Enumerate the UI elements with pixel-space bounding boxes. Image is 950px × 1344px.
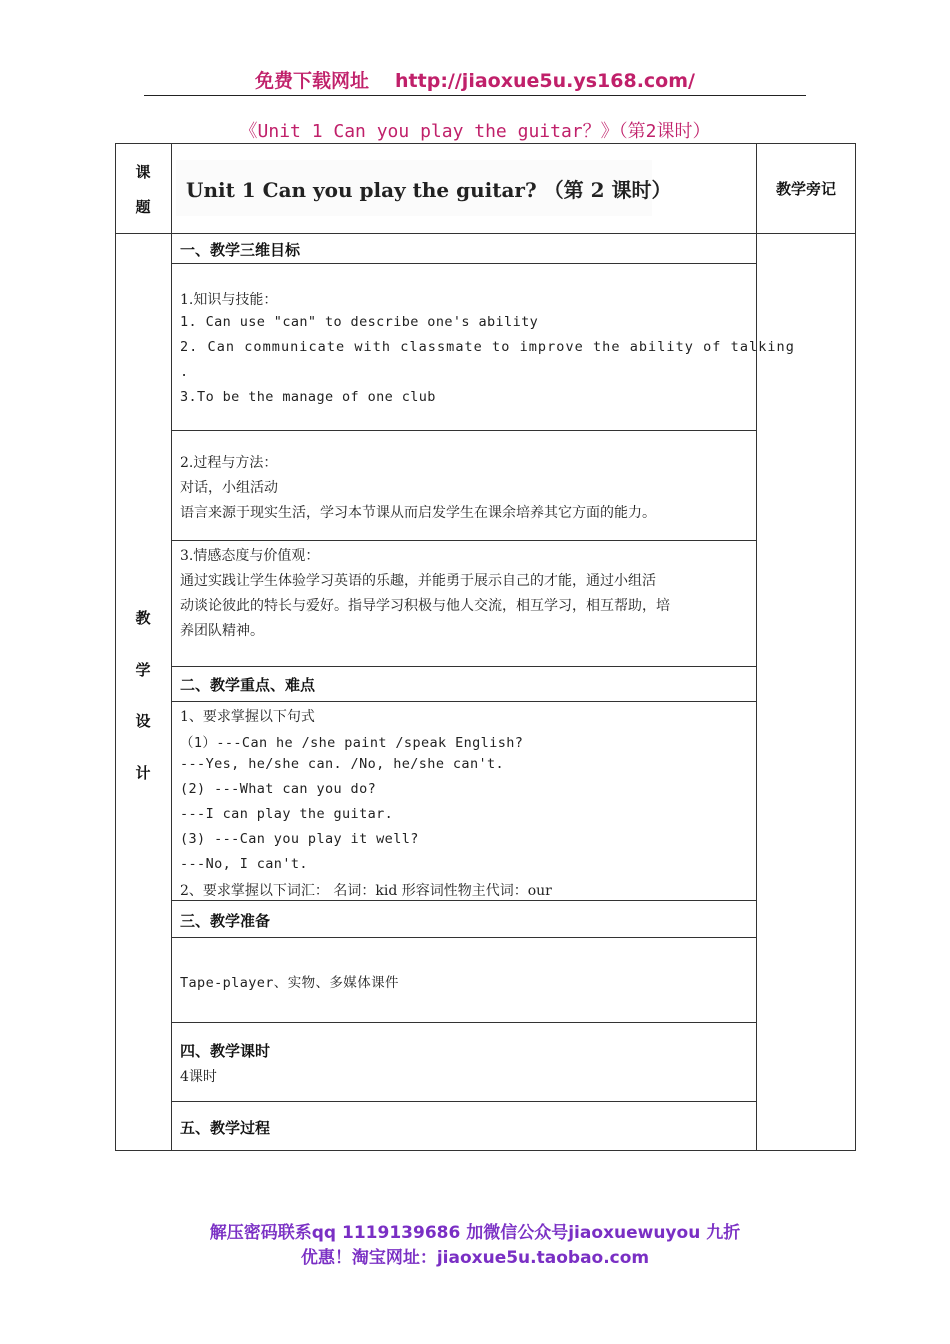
design-label-char: 学 — [135, 661, 151, 679]
subject-label-char: 课 — [135, 163, 151, 181]
key-point-line: 1、要求掌握以下句式 — [180, 709, 315, 725]
knowledge-line: 1. Can use "can" to describe one's ability — [180, 314, 539, 330]
goals-section-title: 一、教学三维目标 — [180, 241, 301, 259]
key-point-line: ---No, I can't. — [180, 856, 308, 872]
divider — [171, 540, 757, 541]
process-title: 2.过程与方法： — [180, 455, 278, 471]
divider — [171, 937, 757, 938]
site-label: 免费下载网址 — [255, 70, 370, 92]
divider — [171, 1022, 757, 1023]
knowledge-line: . — [180, 364, 189, 380]
document-title: 《Unit 1 Can you play the guitar？》（第2课时） — [239, 121, 711, 142]
emotion-title: 3.情感态度与价值观： — [180, 548, 320, 564]
emotion-line: 通过实践让学生体验学习英语的乐趣，并能勇于展示自己的才能，通过小组活 — [180, 573, 656, 589]
class-hours-text: 4课时 — [180, 1069, 217, 1085]
side-notes-header: 教学旁记 — [775, 180, 836, 198]
footer-contact-line: 解压密码联系qq 1119139686 加微信公众号jiaoxuewuyou 九折 — [209, 1223, 741, 1243]
key-point-line: (3) ---Can you play it well? — [180, 831, 419, 847]
divider — [171, 1101, 757, 1102]
divider — [171, 701, 757, 702]
divider — [171, 263, 757, 264]
key-point-line: (2) ---What can you do? — [180, 781, 377, 797]
subject-title: Unit 1 Can you play the guitar? （第 2 课时） — [186, 178, 672, 202]
process-line: 对话，小组活动 — [180, 480, 278, 496]
preparation-title: 三、教学准备 — [180, 912, 271, 930]
key-point-line: ---I can play the guitar. — [180, 806, 394, 822]
emotion-line: 养团队精神。 — [180, 623, 264, 639]
key-point-line: 2、要求掌握以下词汇： 名词：kid 形容词性物主代词：our — [180, 883, 552, 899]
divider — [171, 900, 757, 901]
knowledge-line: 2. Can communicate with classmate to improve the ability of talking — [180, 339, 795, 355]
key-points-title: 二、教学重点、难点 — [180, 676, 316, 694]
download-site-header — [0, 66, 950, 93]
class-hours-title: 四、教学课时 — [180, 1042, 271, 1060]
design-label-char: 设 — [135, 712, 151, 730]
site-url-link[interactable]: http://jiaoxue5u.ys168.com/ — [395, 70, 695, 92]
design-label-char: 计 — [135, 764, 151, 782]
key-point-line: ---Yes, he/she can. /No, he/she can't. — [180, 756, 505, 772]
divider — [171, 430, 757, 431]
knowledge-title: 1.知识与技能： — [180, 292, 278, 308]
process-line: 语言来源于现实生活，学习本节课从而启发学生在课余培养其它方面的能力。 — [180, 505, 656, 521]
procedure-title: 五、教学过程 — [180, 1119, 271, 1137]
subject-label-cell — [115, 143, 172, 234]
preparation-text: Tape-player、实物、多媒体课件 — [180, 975, 399, 991]
footer-shop-line: 优惠！淘宝网址：jiaoxue5u.taobao.com — [300, 1248, 650, 1268]
header-divider — [144, 95, 806, 96]
key-point-line: （1）---Can he /she paint /speak English? — [180, 735, 524, 751]
side-notes-cell — [756, 233, 856, 1151]
knowledge-line: 3.To be the manage of one club — [180, 389, 436, 405]
divider — [171, 666, 757, 667]
emotion-line: 动谈论彼此的特长与爱好。指导学习积极与他人交流，相互学习，相互帮助，培 — [180, 598, 670, 614]
subject-label-char: 题 — [135, 198, 151, 216]
design-label-cell — [115, 233, 172, 1151]
design-label-char: 教 — [135, 609, 151, 627]
